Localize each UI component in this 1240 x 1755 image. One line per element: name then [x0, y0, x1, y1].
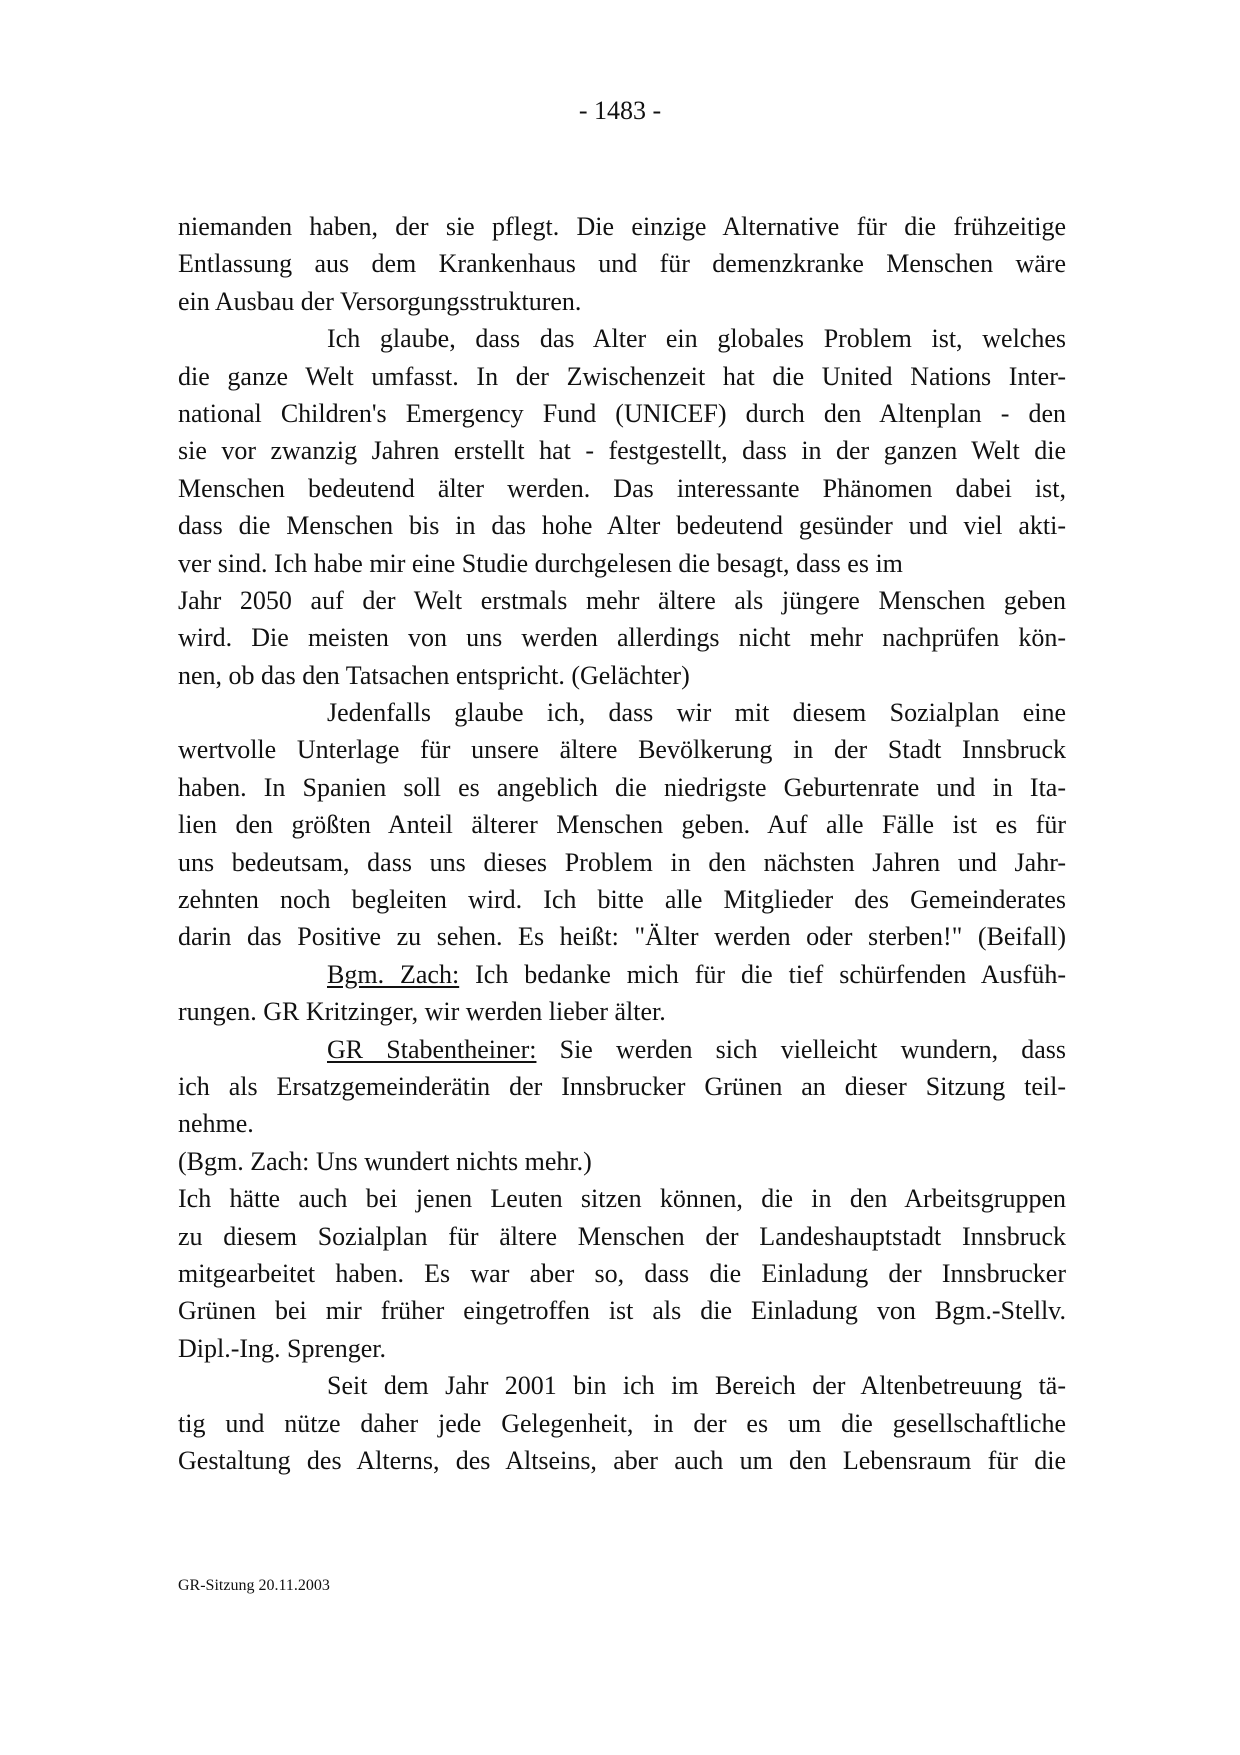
text-line: lien den größten Anteil älterer Menschen geben. Auf alle Fälle ist es für: [178, 810, 1066, 840]
text-line: Jedenfalls glaube ich, dass wir mit diesem Sozialplan eine: [327, 698, 1066, 728]
text-line: ich als Ersatzgemeinderätin der Innsbrucker Grünen an dieser Sitzung teil-: [178, 1071, 1066, 1101]
text-line: Gestaltung des Alterns, des Altseins, aber auch um den Lebensraum für die: [178, 1445, 1066, 1475]
text-line: tig und nütze daher jede Gelegenheit, in der es um die gesellschaftliche: [178, 1408, 1066, 1438]
text-line: niemanden haben, der sie pflegt. Die einzige Alternative für die frühzeitige: [178, 212, 1066, 241]
text-line: Dipl.-Ing. Sprenger.: [178, 1333, 386, 1363]
page-number: - 1483 -: [578, 96, 662, 125]
text-line: sie vor zwanzig Jahren erstellt hat - festgestellt, dass in der ganzen Welt die: [178, 436, 1066, 466]
text-line: (Bgm. Zach: Uns wundert nichts mehr.): [178, 1146, 592, 1176]
text-line: Grünen bei mir früher eingetroffen ist als die Einladung von Bgm.-Stellv.: [178, 1296, 1066, 1326]
text-line: darin das Positive zu sehen. Es heißt: "Älter werden oder sterben!" (Beifall): [178, 922, 1066, 952]
text-line: uns bedeutsam, dass uns dieses Problem in den nächsten Jahren und Jahr-: [178, 847, 1066, 877]
text-line: zu diesem Sozialplan für ältere Menschen der Landeshauptstadt Innsbruck: [178, 1221, 1066, 1251]
speaker-name: Bgm. Zach:: [327, 959, 460, 989]
speaker-name: GR Stabentheiner:: [327, 1034, 537, 1064]
text-line: ein Ausbau der Versorgungsstrukturen.: [178, 286, 582, 316]
text-line: haben. In Spanien soll es angeblich die niedrigste Geburtenrate und in Ita-: [178, 772, 1066, 802]
text-line: Entlassung aus dem Krankenhaus und für demenzkranke Menschen wäre: [178, 249, 1066, 279]
speech-text: Ich bedanke mich für die tief schürfenden Ausfüh-: [459, 959, 1066, 989]
text-line: [178, 1031, 1066, 1068]
text-line: nen, ob das den Tatsachen entspricht. (Gelächter): [178, 660, 690, 690]
text-line: mitgearbeitet haben. Es war aber so, dass die Einladung der Innsbrucker: [178, 1258, 1066, 1288]
text-line: Menschen bedeutend älter werden. Das interessante Phänomen dabei ist,: [178, 473, 1066, 503]
text-line: national Children's Emergency Fund (UNICEF) durch den Altenplan - den: [178, 398, 1066, 428]
text-line: wertvolle Unterlage für unsere ältere Bevölkerung in der Stadt Innsbruck: [178, 735, 1066, 765]
text-line: Seit dem Jahr 2001 bin ich im Bereich der Altenbetreuung tä-: [327, 1371, 1066, 1401]
text-line: nehme.: [178, 1109, 254, 1139]
text-line: dass die Menschen bis in das hohe Alter bedeutend gesünder und viel akti-: [178, 511, 1066, 541]
page-footer: GR-Sitzung 20.11.2003: [178, 1577, 330, 1594]
text-line: ver sind. Ich habe mir eine Studie durchgelesen die besagt, dass es im: [178, 548, 903, 578]
text-line: Ich glaube, dass das Alter ein globales Problem ist, welches: [327, 324, 1066, 354]
text-line: Ich hätte auch bei jenen Leuten sitzen können, die in den Arbeitsgruppen: [178, 1184, 1066, 1214]
speech-text: Sie werden sich vielleicht wundern, dass: [536, 1034, 1066, 1064]
text-line: rungen. GR Kritzinger, wir werden lieber älter.: [178, 997, 666, 1027]
text-line: Jahr 2050 auf der Welt erstmals mehr ältere als jüngere Menschen geben: [178, 585, 1066, 615]
document-body: [178, 208, 1066, 1479]
text-line: [178, 956, 1066, 993]
text-line: wird. Die meisten von uns werden allerdings nicht mehr nachprüfen kön-: [178, 623, 1066, 653]
text-line: zehnten noch begleiten wird. Ich bitte alle Mitglieder des Gemeinderates: [178, 885, 1066, 915]
text-line: die ganze Welt umfasst. In der Zwischenzeit hat die United Nations Inter-: [178, 361, 1066, 391]
